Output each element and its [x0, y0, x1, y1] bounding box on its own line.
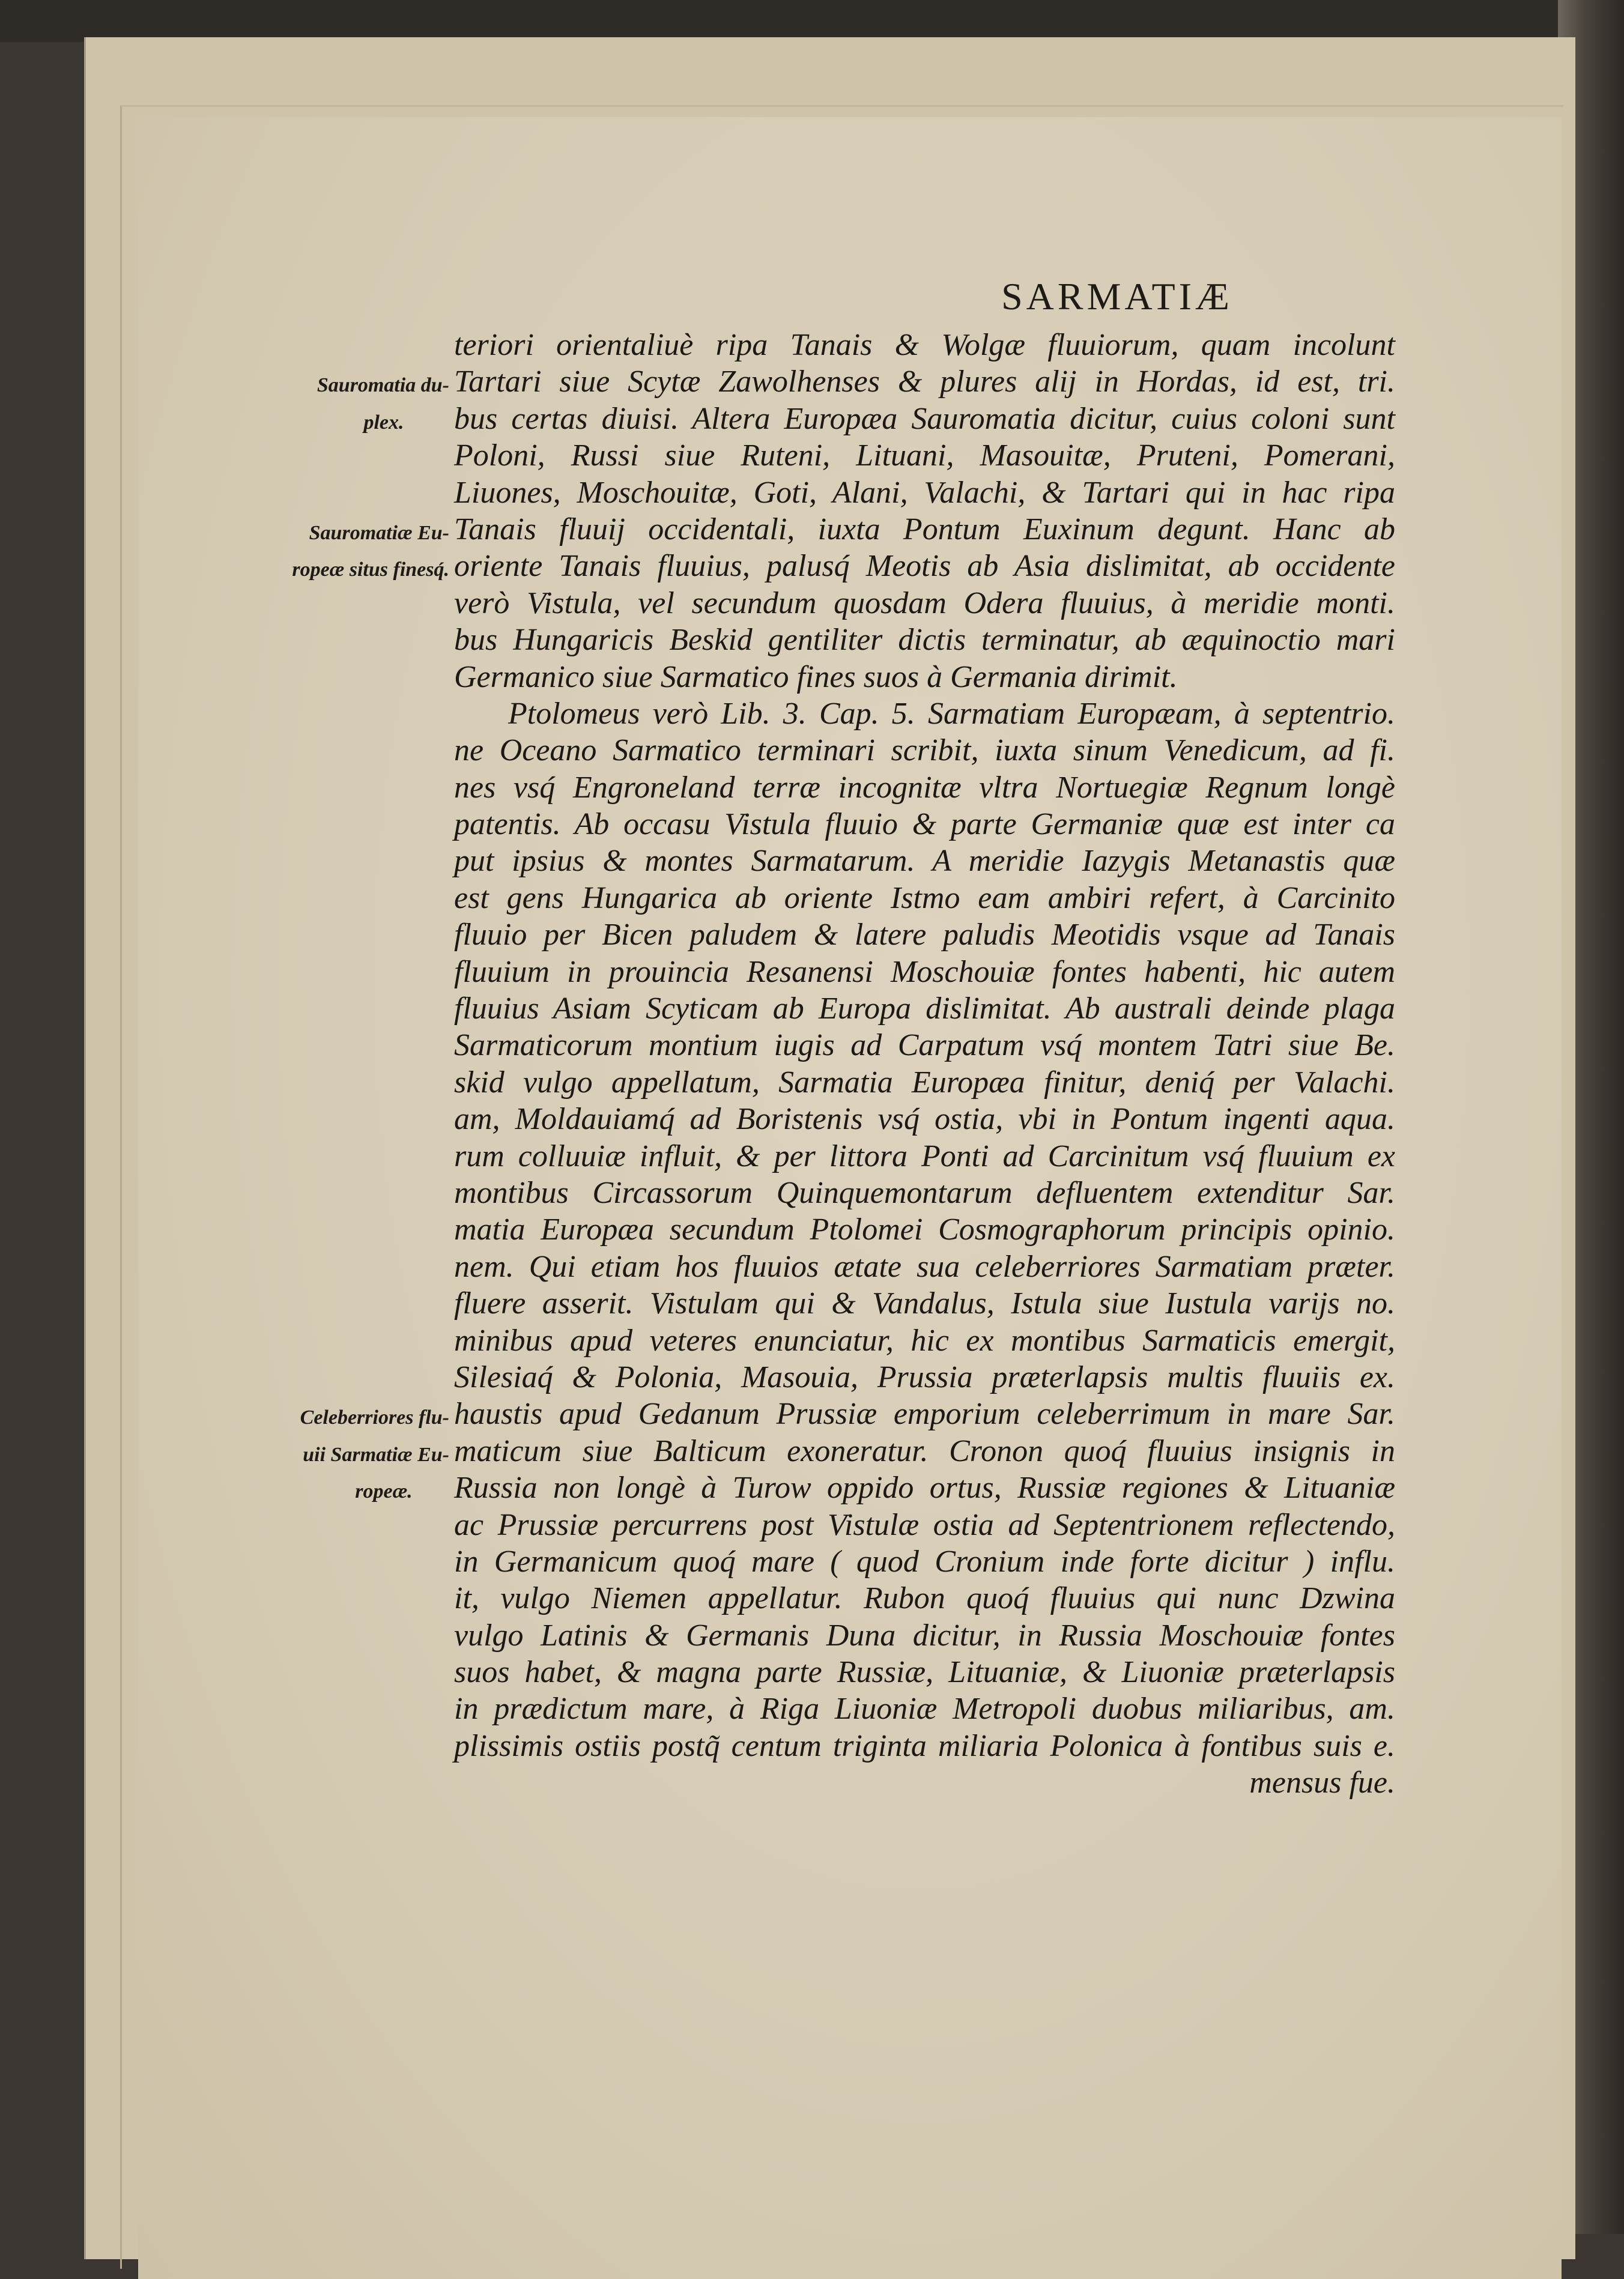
- text-row: [138, 1507, 1562, 1544]
- text-line: teriori orientaliuè ripa Tanais & Wolgæ fluuiorum, quam incolunt: [454, 328, 1395, 362]
- text-row: [138, 1065, 1562, 1101]
- text-line: montibus Circassorum Quinquemontarum defluentem extenditur Sar.: [454, 1175, 1395, 1210]
- text-row: [138, 1286, 1562, 1322]
- text-row: [138, 770, 1562, 807]
- text-line: Tanais fluuij occidentali, iuxta Pontum Euxinum degunt. Hanc ab: [454, 512, 1395, 546]
- text-line: Sarmaticorum montium iugis ad Carpatum vsq́ montem Tatri siue Be.: [454, 1028, 1395, 1063]
- text-line: in prædictum mare, à Riga Liuoniæ Metropoli duobus miliaribus, am.: [454, 1692, 1395, 1727]
- text-line: Russia non longè à Turow oppido ortus, Russiæ regiones & Lituaniæ: [454, 1471, 1395, 1506]
- text-row: [138, 880, 1562, 917]
- text-line: put ipsius & montes Sarmatarum. A meridie Iazygis Metanastis quæ: [454, 844, 1395, 879]
- text-row: [138, 548, 1562, 585]
- text-line: nem. Qui etiam hos fluuios ætate sua celeberriores Sarmatiam præter.: [454, 1249, 1395, 1284]
- text-row: [138, 1323, 1562, 1360]
- text-row: [138, 1175, 1562, 1212]
- margin-note: Celeberriores flu-: [300, 1406, 449, 1429]
- text-row: [138, 733, 1562, 769]
- text-row: [138, 1433, 1562, 1470]
- text-row: [138, 843, 1562, 880]
- text-row: [138, 1581, 1562, 1617]
- text-line: vulgo Latinis & Germanis Duna dicitur, in Russia Moschouiæ fontes: [454, 1618, 1395, 1653]
- text-row: [138, 622, 1562, 659]
- text-line: Silesiaq́ & Polonia, Masouia, Prussia præterlapsis multis fluuiis ex.: [454, 1360, 1395, 1394]
- text-line: Liuones, Moschouitæ, Goti, Alani, Valachi, & Tartari qui in hac ripa: [454, 475, 1395, 510]
- text-row: [138, 1470, 1562, 1507]
- text-line: suos habet, & magna parte Russiæ, Lituaniæ, & Liuoniæ præterlapsis: [454, 1655, 1395, 1690]
- text-line: haustis apud Gedanum Prussiæ emporium celeberrimum in mare Sar.: [454, 1397, 1395, 1432]
- text-row: [138, 696, 1562, 733]
- text-line: fluere asserit. Vistulam qui & Vandalus, Istula siue Iustula varijs no.: [454, 1286, 1395, 1321]
- text-row: [138, 1139, 1562, 1175]
- text-row: [138, 1654, 1562, 1691]
- text-row: [138, 1765, 1562, 1802]
- text-line: Germanico siue Sarmatico fines suos à Germania dirimit.: [454, 659, 1178, 694]
- text-line: it, vulgo Niemen appellatur. Rubon quoq́ fluuius qui nunc Dzwina: [454, 1581, 1395, 1616]
- book-edge-top: [0, 0, 1624, 42]
- text-line: mensus fue.: [1249, 1766, 1395, 1800]
- text-line: oriente Tanais fluuius, palusq́ Meotis ab Asia dislimitat, ab occidente: [454, 549, 1395, 584]
- text-row: [138, 1691, 1562, 1728]
- text-line: patentis. Ab occasu Vistula fluuio & parte Germaniæ quæ est inter ca: [454, 807, 1395, 842]
- text-line: est gens Hungarica ab oriente Istmo eam ambiri refert, à Carcinito: [454, 880, 1395, 915]
- text-row: [138, 1249, 1562, 1286]
- page-body-text: [138, 327, 1562, 1802]
- text-line: bus certas diuisi. Altera Europæa Sauromatia dicitur, cuius coloni sunt: [454, 401, 1395, 436]
- margin-note: Sauromatia du-: [317, 374, 449, 397]
- text-line: Tartari siue Scytæ Zawolhenses & plures alij in Hordas, id est, tri.: [454, 365, 1395, 399]
- text-row: [138, 1396, 1562, 1433]
- text-line: minibus apud veteres enunciatur, hic ex montibus Sarmaticis emergit,: [454, 1323, 1395, 1358]
- text-line: Ptolomeus verò Lib. 3. Cap. 5. Sarmatiam Europæam, à septentrio.: [508, 696, 1395, 731]
- text-line: verò Vistula, vel secundum quosdam Odera fluuius, à meridie monti.: [454, 586, 1395, 620]
- text-line: am, Moldauiamq́ ad Boristenis vsq́ ostia, vbi in Pontum ingenti aqua.: [454, 1102, 1395, 1137]
- text-row: [138, 917, 1562, 954]
- text-line: ac Prussiæ percurrens post Vistulæ ostia ad Septentrionem reflectendo,: [454, 1507, 1395, 1542]
- margin-note: plex.: [363, 411, 404, 434]
- text-row: [138, 1028, 1562, 1064]
- running-title: SARMATIÆ: [1001, 275, 1233, 318]
- text-row: [138, 586, 1562, 622]
- text-row: [138, 807, 1562, 843]
- text-row: [138, 1618, 1562, 1654]
- text-line: ne Oceano Sarmatico terminari scribit, iuxta sinum Venedicum, ad fi.: [454, 733, 1395, 768]
- text-row: [138, 991, 1562, 1028]
- text-line: fluuium in prouincia Resanensi Moschouiæ fontes habenti, hic autem: [454, 954, 1395, 989]
- text-row: [138, 1212, 1562, 1248]
- margin-note: ropeæ.: [355, 1480, 413, 1503]
- text-row: [138, 327, 1562, 364]
- text-line: nes vsq́ Engroneland terræ incognitæ vltra Nortuegiæ Regnum longè: [454, 770, 1395, 805]
- text-line: maticum siue Balticum exoneratur. Cronon quoq́ fluuius insignis in: [454, 1433, 1395, 1468]
- margin-note: ropeæ situs finesq́.: [292, 558, 449, 581]
- margin-note: uii Sarmatiæ Eu-: [303, 1443, 449, 1466]
- text-row: [138, 401, 1562, 438]
- text-line: skid vulgo appellatum, Sarmatia Europæa finitur, deniq́ per Valachi.: [454, 1065, 1395, 1100]
- text-row: [138, 1360, 1562, 1396]
- text-row: [138, 1544, 1562, 1581]
- text-line: fluuio per Bicen paludem & latere paludis Meotidis vsque ad Tanais: [454, 918, 1395, 952]
- text-row: [138, 364, 1562, 401]
- text-row: [138, 1728, 1562, 1765]
- text-row: [138, 659, 1562, 696]
- text-row: [138, 1101, 1562, 1138]
- margin-note: Sauromatiæ Eu-: [309, 521, 449, 544]
- text-line: plissimis ostiis postq̃ centum triginta miliaria Polonica à fontibus suis e.: [454, 1728, 1395, 1763]
- text-row: [138, 438, 1562, 474]
- text-line: in Germanicum quoq́ mare ( quod Cronium inde forte dicitur ) influ.: [454, 1544, 1395, 1579]
- text-row: [138, 954, 1562, 991]
- text-line: fluuius Asiam Scyticam ab Europa dislimitat. Ab australi deinde plaga: [454, 991, 1395, 1026]
- text-line: matia Europæa secundum Ptolomei Cosmographorum principis opinio.: [454, 1212, 1395, 1247]
- text-row: [138, 475, 1562, 512]
- book-page: [138, 117, 1562, 2279]
- text-line: Poloni, Russi siue Ruteni, Lituani, Masouitæ, Pruteni, Pomerani,: [454, 438, 1395, 473]
- text-line: rum colluuiæ influit, & per littora Ponti ad Carcinitum vsq́ fluuium ex: [454, 1139, 1395, 1173]
- text-line: bus Hungaricis Beskid gentiliter dictis terminatur, ab æquinoctio mari: [454, 623, 1395, 658]
- text-row: [138, 512, 1562, 548]
